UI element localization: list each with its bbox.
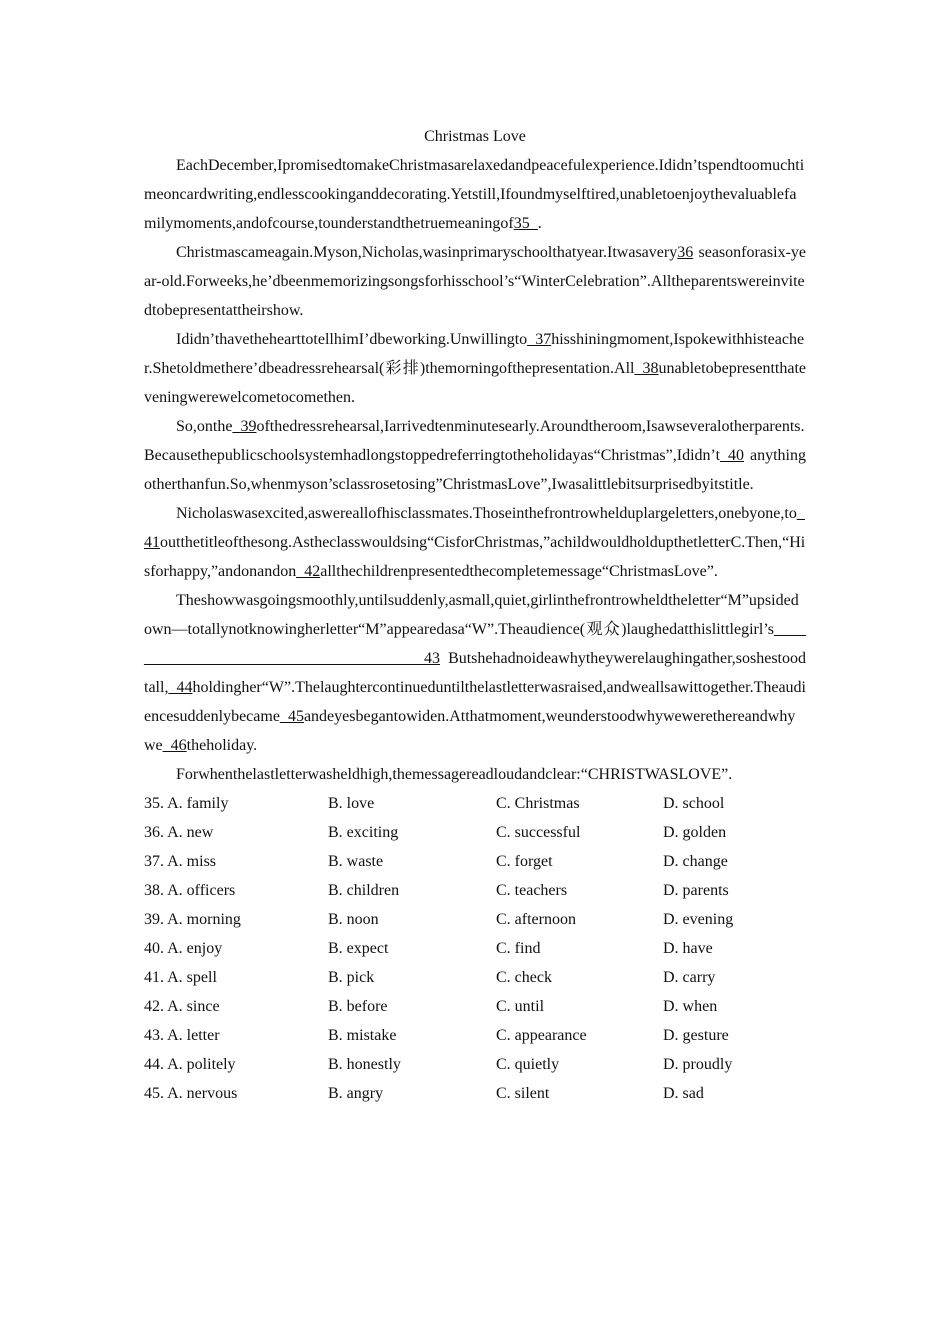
option-choice: D. parents [663, 882, 729, 899]
passage-text: Christmascameagain.Myson,Nicholas,wasinprimaryschoolthatyear.Itwasavery [176, 244, 678, 261]
option-choice: D. evening [663, 911, 734, 928]
option-choice: 36. A. new [144, 824, 214, 841]
option-row [144, 847, 806, 876]
passage-text: unabletobepresentthateveningwerewelcometocomethen. [144, 360, 806, 406]
blank-number: _39 [232, 418, 257, 435]
blank-number: _41 [144, 505, 805, 551]
passage-text: Nicholaswasexcited,aswereallofhisclassmates.Thoseinthefrontrowhelduplargeletters,onebyone,to [176, 505, 797, 522]
document-title: Christmas Love [424, 128, 526, 145]
passage-text: EachDecember,IpromisedtomakeChristmasarelaxedandpeacefulexperience.Ididn’tspendtoomuchtimeoncardwriting,endlesscookinganddecorating.Yetstill,Ifoundmyselftired,unabletoenjoythevaluablefamilymoments,andofcourse,tounderstandthetruemeaningof [144, 157, 805, 232]
option-choice: B. exciting [328, 824, 399, 841]
option-row [144, 818, 806, 847]
option-choice: D. gesture [663, 1027, 729, 1044]
option-choice: 44. A. politely [144, 1056, 236, 1073]
option-choice: B. honestly [328, 1056, 401, 1073]
blank-number: _44 [168, 679, 193, 696]
passage-paragraph [144, 499, 806, 586]
option-choice: C. silent [496, 1085, 550, 1102]
option-choice: 38. A. officers [144, 882, 236, 899]
option-row [144, 876, 806, 905]
option-choice: C. appearance [496, 1027, 587, 1044]
option-choice: B. expect [328, 940, 389, 957]
blank-number: _37 [527, 331, 552, 348]
option-choice: B. pick [328, 969, 375, 986]
option-row [144, 1050, 806, 1079]
blank-number: 35_ [513, 215, 538, 232]
passage-paragraph [144, 412, 806, 499]
passage-text: outthetitleofthesong.Astheclasswouldsing“CisforChristmas,”achildwouldholdupthetletterC.Then,“Hisforhappy,”andonandon [144, 534, 806, 580]
option-choice: D. school [663, 795, 725, 812]
blank-number: _46 [162, 737, 187, 754]
passage-text: anythingotherthanfun.So,whenmyson’sclassrosetosing”ChristmasLove”,Iwasalittlebitsurprisedbyitstitle. [144, 447, 806, 493]
option-choice: C. afternoon [496, 911, 576, 928]
option-choice: 39. A. morning [144, 911, 241, 928]
passage-text: hisshiningmoment,Ispokewithhisteacher.Shetoldmethere’dbeadressrehearsal(彩排)themorningofthepresentation.All [144, 331, 805, 377]
passage-paragraph [144, 238, 806, 325]
option-choice: B. children [328, 882, 400, 899]
option-choice: C. successful [496, 824, 581, 841]
passage-paragraph [144, 586, 806, 760]
option-choice: B. mistake [328, 1027, 397, 1044]
option-choice: 35. A. family [144, 795, 229, 812]
option-choice: C. until [496, 998, 545, 1015]
passage-paragraph [144, 151, 806, 238]
option-choice: D. carry [663, 969, 716, 986]
option-choice: B. angry [328, 1085, 384, 1102]
option-choice: 40. A. enjoy [144, 940, 223, 957]
option-choice: D. proudly [663, 1056, 733, 1073]
option-choice: C. check [496, 969, 552, 986]
document-page [144, 122, 806, 1108]
passage-text: Forwhenthelastletterwasheldhigh,themessagereadloudandclear:“CHRISTWASLOVE”. [176, 766, 733, 783]
passage-text: Butshehadnoideawhytheywerelaughingather,soshestoodtall, [144, 650, 806, 696]
passage-text: andeyesbegantowiden.Atthatmoment,weunderstoodwhywewerethereandwhywe [144, 708, 796, 754]
option-row [144, 992, 806, 1021]
option-choice: D. when [663, 998, 718, 1015]
passage [144, 151, 806, 789]
option-choice: B. before [328, 998, 388, 1015]
passage-text: . [537, 215, 542, 232]
option-choice: C. teachers [496, 882, 568, 899]
option-row [144, 963, 806, 992]
option-choice: C. forget [496, 853, 553, 870]
passage-text: allthechildrenpresentedthecompletemessage“ChristmasLove”. [320, 563, 718, 580]
option-row [144, 905, 806, 934]
option-choice: B. noon [328, 911, 379, 928]
passage-paragraph [144, 760, 806, 789]
option-choice: D. have [663, 940, 713, 957]
option-choice: 41. A. spell [144, 969, 217, 986]
passage-paragraph [144, 325, 806, 412]
passage-text: holdingher“W”.Thelaughtercontinueduntilthelastletterwasraised,andweallsawittogether.Theaudiencesuddenlybecame [144, 679, 806, 725]
passage-text: Theshowwasgoingsmoothly,untilsuddenly,asmall,quiet,girlinthefrontrowheldtheletter“M”upsidedown—totallynotknowingherletter“M”appearedasa“W”.Theaudience(观众)laughedatthislittlegirl’s [144, 592, 799, 638]
option-choice: B. waste [328, 853, 384, 870]
option-choice: B. love [328, 795, 375, 812]
option-choice: 45. A. nervous [144, 1085, 238, 1102]
option-choice: 37. A. miss [144, 853, 217, 870]
blank-number: _40 [720, 447, 745, 464]
option-choice: 43. A. letter [144, 1027, 220, 1044]
option-choice: D. sad [663, 1085, 704, 1102]
blank-number: _______________________________________43 [144, 621, 806, 667]
passage-text: Ididn’thavethehearttotellhimI’dbeworking.Unwillingto [176, 331, 528, 348]
option-choice: C. quietly [496, 1056, 560, 1073]
option-choice: 42. A. since [144, 998, 220, 1015]
blank-number: 36 [677, 244, 694, 261]
passage-text: theholiday. [186, 737, 258, 754]
option-choice: D. golden [663, 824, 727, 841]
passage-text: seasonforasix-year-old.Forweeks,he’dbeenmemorizingsongsforhisschool’s“WinterCelebration”.Alltheparentswereinvitedtobepresentattheirshow. [144, 244, 806, 319]
blank-number: _38 [634, 360, 659, 377]
option-choice: D. change [663, 853, 728, 870]
passage-text: So,onthe [176, 418, 233, 435]
option-row [144, 1079, 806, 1108]
blank-number: _45 [279, 708, 304, 725]
option-row [144, 934, 806, 963]
option-row [144, 789, 806, 818]
option-choice: C. find [496, 940, 541, 957]
blank-number: _42 [296, 563, 321, 580]
option-choice: C. Christmas [496, 795, 580, 812]
options-list [144, 789, 806, 1108]
option-row [144, 1021, 806, 1050]
passage-text: ofthedressrehearsal,Iarrivedtenminutesearly.Aroundtheroom,Isawseveralotherparents.Becausethepublicschoolsystemhadlongstoppedreferringtotheholidayas“Christmas”,Ididn’t [144, 418, 805, 464]
